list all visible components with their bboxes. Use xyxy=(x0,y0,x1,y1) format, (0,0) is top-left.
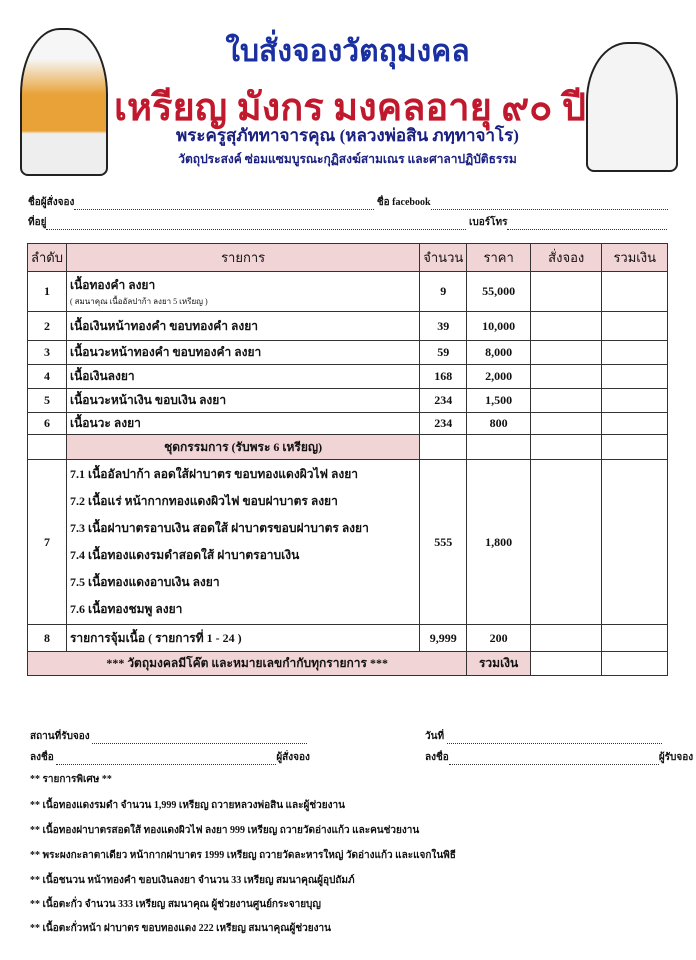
set-item: 7.6 เนื้อทองชมพู ลงยา xyxy=(69,602,183,616)
note-heading: ** รายการพิเศษ ** xyxy=(30,774,112,785)
row-price: 8,000 xyxy=(467,341,531,365)
address-field[interactable] xyxy=(46,220,466,230)
table-row xyxy=(28,341,668,365)
row-no: 4 xyxy=(28,365,67,389)
date-field[interactable] xyxy=(447,734,662,744)
date-row xyxy=(425,729,662,744)
row-qty: 234 xyxy=(420,389,467,413)
total-cell[interactable] xyxy=(602,272,668,312)
order-cell[interactable] xyxy=(530,341,601,365)
address-label: ที่อยู่ xyxy=(28,217,47,228)
row-no: 1 xyxy=(28,272,67,312)
page-title: ใบสั่งจองวัตถุมงคล xyxy=(225,35,470,68)
amulet-emblem-logo xyxy=(586,42,678,172)
footer-row xyxy=(28,652,668,676)
item-name: เนื้อทองคำ ลงยา xyxy=(69,277,156,292)
order-cell[interactable] xyxy=(530,413,601,435)
order-cell[interactable] xyxy=(530,312,601,341)
row-item xyxy=(66,460,419,625)
set-item: 7.3 เนื้อฝาบาตรอาบเงิน สอดใส้ ฝาบาตรขอบฝาบาตร ลงยา xyxy=(69,521,369,535)
row-item: เนื้อนวะ ลงยา xyxy=(66,413,419,435)
set-item: 7.4 เนื้อทองแดงรมดำสอดใส้ ฝาบาตรอาบเงิน xyxy=(69,548,300,562)
address-row xyxy=(28,215,668,230)
item-note: ( สมนาคุณ เนื้ออัลปาก้า ลงยา 5 เหรียญ ) xyxy=(69,296,208,306)
table-header xyxy=(28,244,668,272)
order-cell[interactable] xyxy=(530,625,601,652)
facebook-label: ชื่อ facebook xyxy=(376,197,431,208)
set-item: 7.5 เนื้อทองแดงอาบเงิน ลงยา xyxy=(69,575,220,589)
row-qty: 168 xyxy=(420,365,467,389)
sign-label: ลงชื่อ xyxy=(30,752,54,763)
total-cell[interactable] xyxy=(602,312,668,341)
row-item: เนื้อเงินลงยา xyxy=(66,365,419,389)
total-cell[interactable] xyxy=(602,460,668,625)
footer-note: *** วัตถุมงคลมีโค๊ต และหมายเลขกำกับทุกรายการ *** xyxy=(28,652,467,676)
total-cell[interactable] xyxy=(602,365,668,389)
set-item: 7.1 เนื้ออัลปาก้า ลอดใส้ฝาบาตร ขอบทองแดงผิวไฟ ลงยา xyxy=(69,467,358,481)
table-row xyxy=(28,413,668,435)
facebook-field[interactable] xyxy=(431,200,668,210)
row-no: 7 xyxy=(28,460,67,625)
note-item: ** เนื้อทองแดงรมดำ จำนวน 1,999 เหรียญ ถวายหลวงพ่อสิน และผู้ช่วยงาน xyxy=(30,800,345,811)
col-order: สั่งจอง xyxy=(530,244,601,272)
receiver-label: ผู้รับจอง xyxy=(658,752,694,763)
row-no: 2 xyxy=(28,312,67,341)
place-label: สถานที่รับจอง xyxy=(30,731,90,742)
row-price: 800 xyxy=(467,413,531,435)
col-total: รวมเงิน xyxy=(602,244,668,272)
monk-name: พระครูสุภัททาจารคุณ (หลวงพ่อสิน ภทฺทาจาโร) xyxy=(176,126,519,145)
row-item: เนื้อนวะหน้าเงิน ขอบเงิน ลงยา xyxy=(66,389,419,413)
set-title: ชุดกรรมการ (รับพระ 6 เหรียญ) xyxy=(66,435,419,460)
sign-label: ลงชื่อ xyxy=(425,752,449,763)
phone-label: เบอร์โทร xyxy=(468,217,508,228)
row-qty: 39 xyxy=(420,312,467,341)
order-cell[interactable] xyxy=(530,460,601,625)
row-item: เนื้อนวะหน้าทองคำ ขอบทองคำ ลงยา xyxy=(66,341,419,365)
col-price: ราคา xyxy=(467,244,531,272)
set-item: 7.2 เนื้อแร่ หน้ากากทองแดงผิวไฟ ขอบฝาบาตร ลงยา xyxy=(69,494,338,508)
total-cell[interactable] xyxy=(602,413,668,435)
row-qty: 59 xyxy=(420,341,467,365)
row-price: 1,800 xyxy=(467,460,531,625)
note-item: ** เนื้อชนวน หน้าทองคำ ขอบเงินลงยา จำนวน 33 เหรียญ สมนาคุณผู้อุปถัมภ์ xyxy=(30,875,355,886)
row-no: 6 xyxy=(28,413,67,435)
row-item: รายการจุ้มเนื้อ ( รายการที่ 1 - 24 ) xyxy=(66,625,419,652)
order-cell[interactable] xyxy=(530,365,601,389)
orderer-sign-row xyxy=(30,750,310,765)
row-price: 200 xyxy=(467,625,531,652)
row-qty: 9 xyxy=(420,272,467,312)
row-item: เนื้อเงินหน้าทองคำ ขอบทองคำ ลงยา xyxy=(66,312,419,341)
note-item: ** พระผงกะลาตาเดียว หน้ากากฝาบาตร 1999 เหรียญ ถวายวัดละหารใหญ่ วัดอ่างแก้ว และแจกในพิธี xyxy=(30,850,456,861)
place-row xyxy=(30,729,307,744)
place-field[interactable] xyxy=(92,734,307,744)
name-field[interactable] xyxy=(74,200,374,210)
row-no: 5 xyxy=(28,389,67,413)
note-item: ** เนื้อทองฝาบาตรสอดใส้ ทองแดงผิวไฟ ลงยา 999 เหรียญ ถวายวัดอ่างแก้ว และคนช่วยงาน xyxy=(30,825,420,836)
row-price: 1,500 xyxy=(467,389,531,413)
row-price: 2,000 xyxy=(467,365,531,389)
row-item xyxy=(66,272,419,312)
note-item: ** เนื้อตะกั่ว จำนวน 333 เหรียญ สมนาคุณ ผู้ช่วยงานศูนย์กระจายบุญ xyxy=(30,899,321,910)
grand-total-cell[interactable] xyxy=(602,652,668,676)
col-qty: จำนวน xyxy=(420,244,467,272)
row-no: 8 xyxy=(28,625,67,652)
table-row xyxy=(28,312,668,341)
total-cell[interactable] xyxy=(602,341,668,365)
table-row xyxy=(28,460,668,625)
total-cell[interactable] xyxy=(602,625,668,652)
note-item: ** เนื้อตะกั่วหน้า ฝาบาตร ขอบทองแดง 222 เหรียญ สมนาคุณผู้ช่วยงาน xyxy=(30,923,331,934)
row-price: 10,000 xyxy=(467,312,531,341)
table-row xyxy=(28,625,668,652)
receiver-sign-field[interactable] xyxy=(449,755,659,765)
table-row xyxy=(28,365,668,389)
row-qty: 234 xyxy=(420,413,467,435)
date-label: วันที่ xyxy=(425,731,445,742)
set-header-row xyxy=(28,435,668,460)
name-label: ชื่อผู้สั่งจอง xyxy=(28,197,75,208)
order-cell[interactable] xyxy=(530,389,601,413)
table-row xyxy=(28,389,668,413)
phone-field[interactable] xyxy=(507,220,667,230)
page-subtitle: เหรียญ มังกร มงคลอายุ ๙๐ ปี xyxy=(114,87,586,129)
total-cell[interactable] xyxy=(602,389,668,413)
orderer-label: ผู้สั่งจอง xyxy=(276,752,310,763)
purpose-text: วัตถุประสงค์ ซ่อมแซมบูรณะกุฏิสงฆ์สามเณร และศาลาปฏิบัติธรรม xyxy=(178,152,517,166)
name-row xyxy=(28,195,668,210)
row-no: 3 xyxy=(28,341,67,365)
monk-portrait-logo xyxy=(20,28,108,176)
row-qty: 9,999 xyxy=(420,625,467,652)
order-table xyxy=(27,243,668,676)
table-row xyxy=(28,272,668,312)
row-qty: 555 xyxy=(420,460,467,625)
total-label: รวมเงิน xyxy=(467,652,531,676)
receiver-sign-row xyxy=(425,750,693,765)
order-cell[interactable] xyxy=(530,272,601,312)
col-item: รายการ xyxy=(66,244,419,272)
col-no: ลำดับ xyxy=(28,244,67,272)
row-price: 55,000 xyxy=(467,272,531,312)
orderer-sign-field[interactable] xyxy=(56,755,276,765)
